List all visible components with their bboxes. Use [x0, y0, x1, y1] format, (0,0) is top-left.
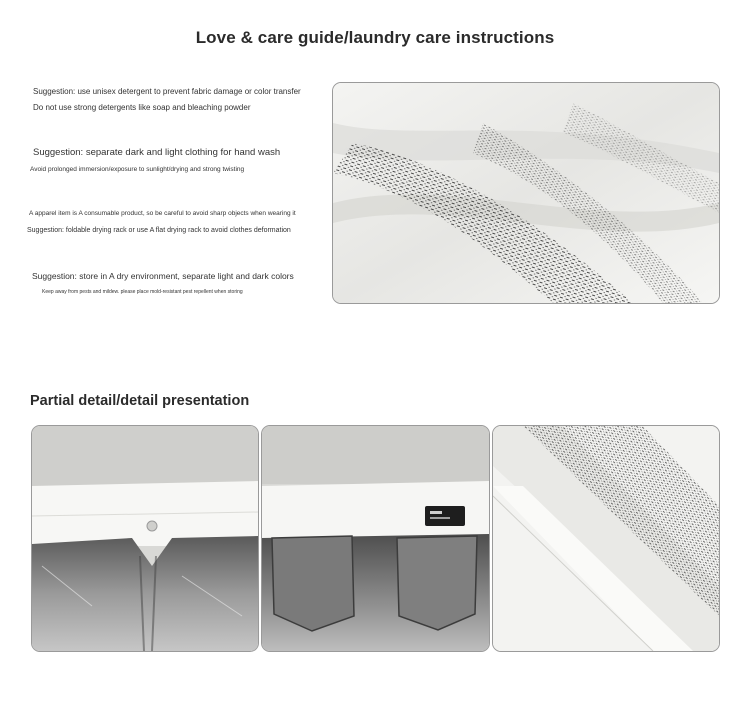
care-line-4: Avoid prolonged immersion/exposure to sunlight/drying and strong twisting	[30, 166, 245, 173]
care-line-3: Suggestion: separate dark and light clothing for hand wash	[33, 147, 281, 158]
care-line-6: Suggestion: foldable drying rack or use A flat drying rack to avoid clothes deformation	[27, 227, 291, 234]
care-line-7: Suggestion: store in A dry environment, separate light and dark colors	[32, 271, 294, 281]
detail-front-image	[31, 425, 259, 652]
detail-section-title: Partial detail/detail presentation	[30, 393, 250, 409]
care-line-1: Suggestion: use unisex detergent to prevent fabric damage or color transfer	[33, 87, 301, 96]
care-line-5: A apparel item is A consumable product, so be careful to avoid sharp objects when wearing it	[29, 210, 296, 217]
detail-fabric-image	[492, 425, 720, 652]
detail-back-image	[261, 425, 490, 652]
care-line-2: Do not use strong detergents like soap and bleaching powder	[33, 103, 251, 112]
fabric-closeup-image	[332, 82, 720, 304]
care-instructions	[20, 80, 320, 310]
care-line-8: Keep away from pests and mildew. please place mold-resistant pest repellent when storing	[42, 289, 243, 295]
care-guide-title: Love & care guide/laundry care instructions	[195, 28, 555, 47]
